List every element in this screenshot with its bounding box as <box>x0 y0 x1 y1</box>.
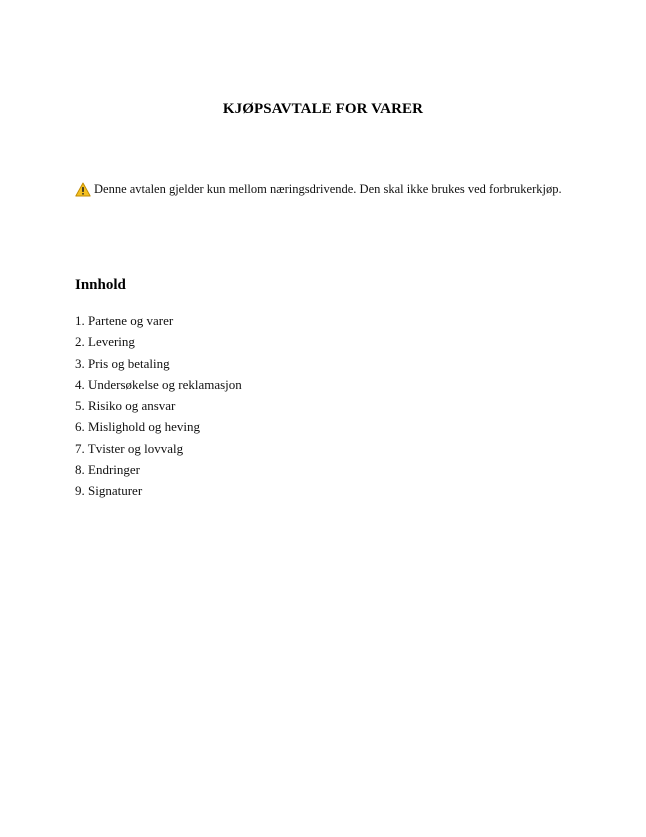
notice-text: Denne avtalen gjelder kun mellom næringsdrivende. Den skal ikke brukes ved forbrukerkjøp. <box>94 182 562 196</box>
toc-heading: Innhold <box>75 277 126 293</box>
toc-item-mislighold-og-heving: 6. Mislighold og heving <box>75 419 200 435</box>
toc-item-partene-og-varer: 1. Partene og varer <box>75 313 174 328</box>
toc-item-signaturer: 9. Signaturer <box>75 483 143 499</box>
toc-item-pris-og-betaling: 3. Pris og betaling <box>75 355 170 371</box>
toc-item-tvister-og-lovvalg: 7. Tvister og lovvalg <box>75 440 184 456</box>
table-of-contents <box>75 313 242 505</box>
toc-item-undersokelse-og-reklamasjon: 4. Undersøkelse og reklamasjon <box>75 376 242 392</box>
toc-item-endringer: 8. Endringer <box>75 462 140 478</box>
toc-item-risiko-og-ansvar: 5. Risiko og ansvar <box>75 398 176 414</box>
toc-item-levering: 2. Levering <box>75 334 135 350</box>
consumer-warning-notice <box>75 181 595 197</box>
warning-icon <box>75 182 91 197</box>
document-title: KJØPSAVTALE FOR VARER <box>222 101 424 117</box>
